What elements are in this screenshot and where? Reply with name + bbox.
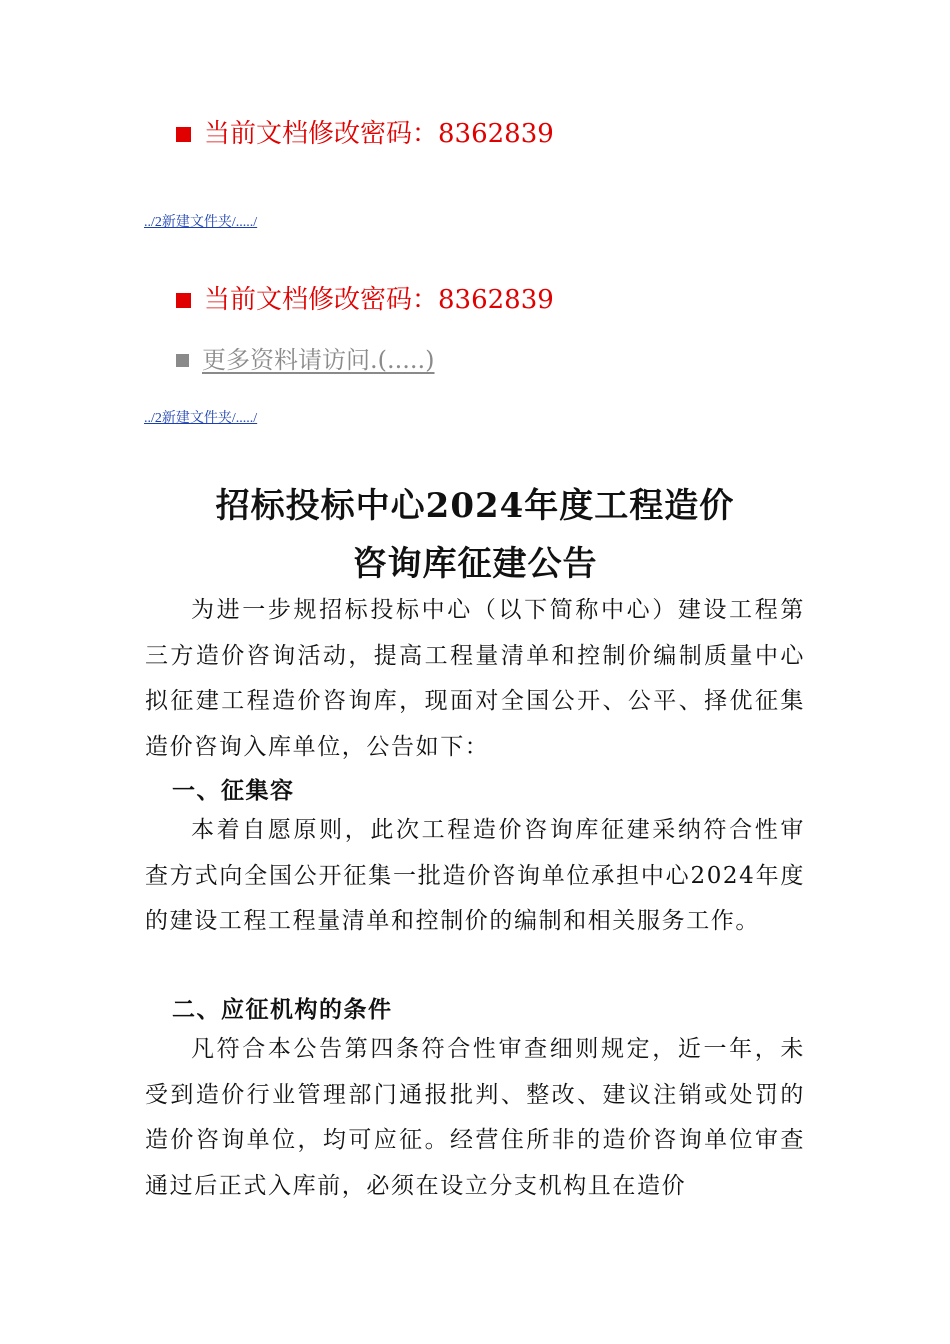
- section-1-heading: 一、征集容: [172, 777, 295, 804]
- gray-square-bullet-icon: [176, 354, 189, 367]
- password-notice-1: [176, 118, 554, 150]
- more-resources-link[interactable]: 更多资料请访问.(.....): [202, 346, 435, 374]
- document-title-line-2: 咨询库征建公告: [352, 544, 598, 584]
- password-notice-text: 当前文档修改密码：8362839: [204, 285, 554, 315]
- intro-paragraph: 为进一步规招标投标中心（以下简称中心）建设工程第三方造价咨询活动，提高工程量清单和控制价编制质量中心拟征建工程造价咨询库，现面对全国公开、公平、择优征集造价咨询入库单位，公告如下：: [145, 597, 805, 760]
- more-resources-notice[interactable]: [176, 344, 435, 376]
- password-notice-text: 当前文档修改密码：8362839: [204, 119, 554, 149]
- document-title-line-1: 招标投标中心2024年度工程造价: [215, 486, 735, 526]
- folder-path-link-1[interactable]: ../2新建文件夹/...../: [144, 215, 258, 230]
- password-notice-2: [176, 284, 554, 316]
- section-2-body: 凡符合本公告第四条符合性审查细则规定，近一年，未受到造价行业管理部门通报批判、整改、建议注销或处罚的造价咨询单位，均可应征。经营住所非的造价咨询单位审查通过后正式入库前，必须在设立分支机构且在造价: [145, 1036, 805, 1199]
- red-square-bullet-icon: [176, 127, 191, 142]
- section-2-heading: 二、应征机构的条件: [172, 996, 393, 1023]
- red-square-bullet-icon: [176, 293, 191, 308]
- folder-path-link-2[interactable]: ../2新建文件夹/...../: [144, 411, 258, 426]
- section-1-body: 本着自愿原则，此次工程造价咨询库征建采纳符合性审查方式向全国公开征集一批造价咨询单位承担中心2024年度的建设工程工程量清单和控制价的编制和相关服务工作。: [145, 817, 805, 934]
